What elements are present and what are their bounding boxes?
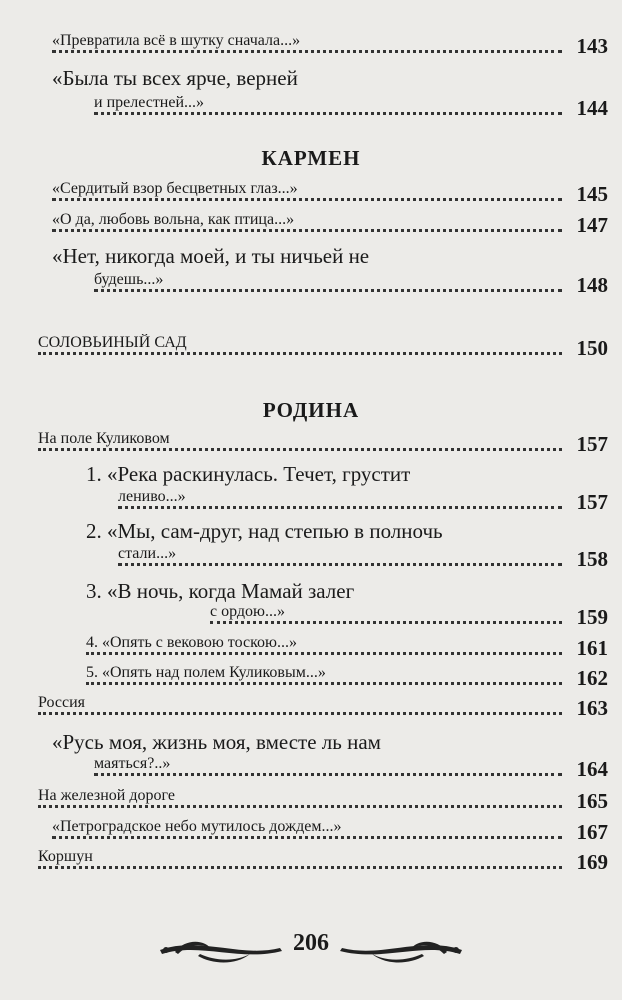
toc-entry-title-cont: лениво...»	[118, 488, 190, 505]
toc-entry-title: 5. «Опять над полем Куликовым...»	[86, 664, 330, 681]
toc-page-number: 157	[571, 430, 609, 458]
toc-entry-title[interactable]: 1. «Река раскинулась. Течет, грустит	[86, 462, 411, 486]
dot-leader	[38, 866, 562, 869]
dot-leader	[52, 229, 562, 232]
toc-entry[interactable]	[52, 211, 562, 239]
dot-leader	[118, 563, 562, 566]
toc-entry-title-cont: стали...»	[118, 545, 180, 562]
toc-entry-title-cont: будешь...»	[94, 271, 167, 288]
toc-entry[interactable]	[38, 334, 562, 362]
toc-page-number: 150	[571, 334, 609, 362]
section-heading-rodina: РОДИНА	[262, 398, 360, 422]
toc-entry[interactable]	[52, 32, 562, 60]
toc-entry[interactable]	[52, 818, 562, 846]
section-heading-carmen: КАРМЕН	[261, 146, 361, 170]
toc-entry-title: «Превратила всё в шутку сначала...»	[52, 32, 304, 49]
dot-leader	[52, 836, 562, 839]
toc-entry[interactable]	[210, 603, 562, 631]
toc-entry-title[interactable]: «Нет, никогда моей, и ты ничьей не	[52, 244, 370, 268]
toc-entry[interactable]	[86, 634, 562, 662]
toc-entry[interactable]	[52, 180, 562, 208]
dot-leader	[38, 712, 562, 715]
toc-entry[interactable]	[38, 694, 562, 722]
dot-leader	[86, 652, 562, 655]
toc-page-number: 148	[571, 271, 609, 299]
toc-entry[interactable]	[118, 488, 562, 516]
dot-leader	[52, 50, 562, 53]
page-number: 206	[293, 930, 329, 956]
toc-entry-title: Россия	[38, 694, 89, 711]
toc-entry[interactable]	[94, 94, 562, 122]
toc-entry-title[interactable]: 2. «Мы, сам-друг, над степью в полночь	[86, 519, 443, 543]
dot-leader	[210, 621, 562, 624]
toc-entry-title: 4. «Опять с вековою тоскою...»	[86, 634, 301, 651]
toc-entry-title: «Сердитый взор бесцветных глаз...»	[52, 180, 302, 197]
toc-page-number: 164	[571, 755, 609, 783]
toc-page-number: 169	[571, 848, 609, 876]
toc-entry-title: На поле Куликовом	[38, 430, 174, 447]
toc-entry-title[interactable]: 3. «В ночь, когда Мамай залег	[86, 579, 355, 603]
toc-page-number: 161	[571, 634, 609, 662]
toc-entry[interactable]	[38, 430, 562, 458]
dot-leader	[38, 805, 562, 808]
toc-entry[interactable]	[38, 848, 562, 876]
toc-entry-title: На железной дороге	[38, 787, 179, 804]
toc-entry-title: Коршун	[38, 848, 97, 865]
toc-page-number: 163	[571, 694, 609, 722]
dot-leader	[94, 773, 562, 776]
toc-entry-title-cont: с ордою...»	[210, 603, 289, 620]
toc-page-number: 145	[571, 180, 609, 208]
toc-page-number: 143	[571, 32, 609, 60]
dot-leader	[52, 198, 562, 201]
toc-entry-title[interactable]: «Русь моя, жизнь моя, вместе ль нам	[52, 730, 381, 754]
toc-entry[interactable]	[118, 545, 562, 573]
toc-page-number: 165	[571, 787, 609, 815]
toc-page-number: 159	[571, 603, 609, 631]
dot-leader	[86, 682, 562, 685]
dot-leader	[94, 289, 562, 292]
toc-entry[interactable]	[38, 787, 562, 815]
toc-page-number: 162	[571, 664, 609, 692]
toc-page-number: 147	[571, 211, 609, 239]
toc-page-number: 144	[571, 94, 609, 122]
toc-entry[interactable]	[94, 271, 562, 299]
toc-entry-title: СОЛОВЬИНЫЙ САД	[38, 334, 191, 351]
dot-leader	[118, 506, 562, 509]
toc-entry-title-cont: маяться?..»	[94, 755, 174, 772]
dot-leader	[94, 112, 562, 115]
toc-page-number: 157	[571, 488, 609, 516]
toc-page-number: 167	[571, 818, 609, 846]
toc-page-number: 158	[571, 545, 609, 573]
toc-entry-title-cont: и прелестней...»	[94, 94, 208, 111]
toc-entry-title: «Петроградское небо мутилось дождем...»	[52, 818, 345, 835]
toc-entry-title: «О да, любовь вольна, как птица...»	[52, 211, 298, 228]
toc-entry[interactable]	[94, 755, 562, 783]
dot-leader	[38, 352, 562, 355]
dot-leader	[38, 448, 562, 451]
toc-entry-title[interactable]: «Была ты всех ярче, верней	[52, 66, 298, 90]
toc-entry[interactable]	[86, 664, 562, 692]
